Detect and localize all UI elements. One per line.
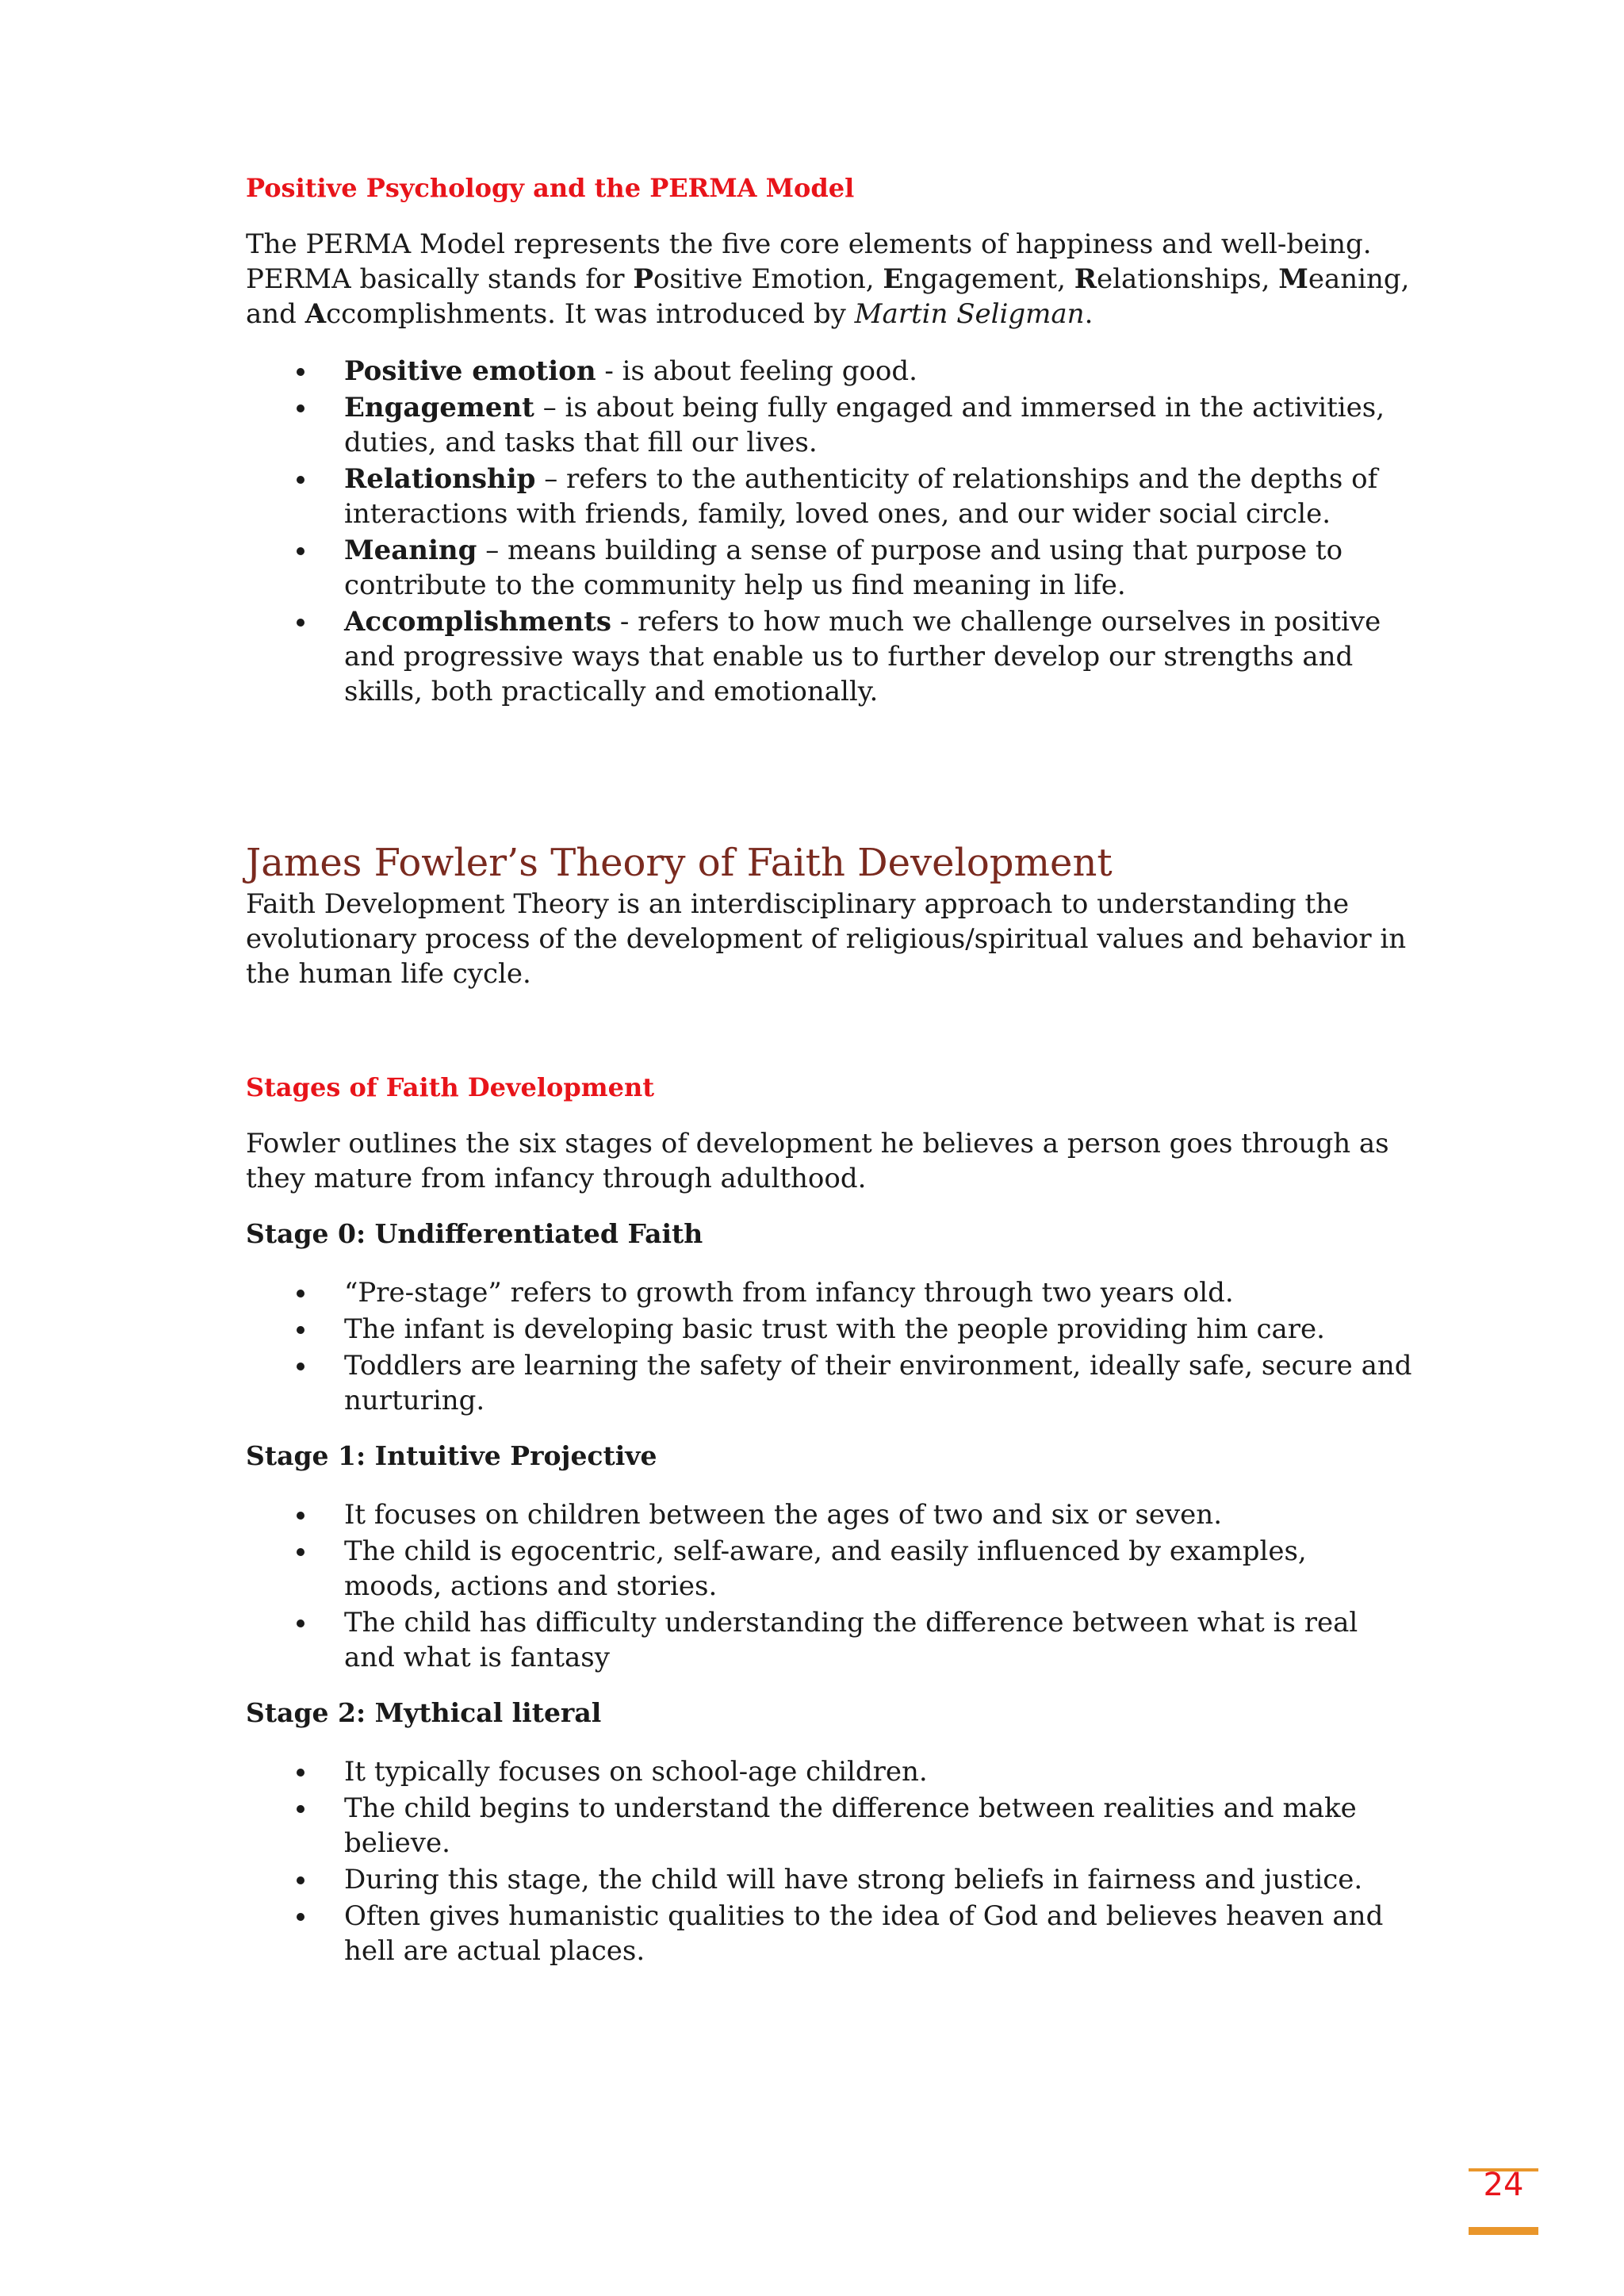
page-number: 24 (1483, 2167, 1524, 2203)
perma-intro (246, 227, 1410, 332)
bullet-icon (297, 1876, 304, 1884)
bullet-icon (297, 1326, 304, 1334)
bullet-icon (297, 1290, 304, 1297)
list-item: The child has difficulty understanding the difference between what is real and what is fantasy (246, 1605, 1388, 1675)
page-number-rule-bottom (1469, 2227, 1538, 2235)
stage-1-heading: Stage 1: Intuitive Projective (246, 1440, 657, 1471)
author-name: Martin Seligman (854, 298, 1085, 330)
list-item: Often gives humanistic qualities to the idea of God and believes heaven and hell are actual places. (246, 1899, 1388, 1968)
bullet-icon (297, 1913, 304, 1921)
stage-1-list (246, 1497, 1388, 1677)
stage-2-heading: Stage 2: Mythical literal (246, 1697, 602, 1728)
fowler-intro: Faith Development Theory is an interdisciplinary approach to understanding the evolutionary process of the development of religious/spiritual values and behavior in the human life cycle. (246, 888, 1407, 990)
list-item: The child begins to understand the difference between realities and make believe. (246, 1791, 1388, 1861)
perma-list (246, 354, 1388, 711)
stages-heading: Stages of Faith Development (246, 1072, 655, 1102)
perma-heading: Positive Psychology and the PERMA Model (246, 173, 855, 203)
bullet-icon (297, 1363, 304, 1370)
list-item: Positive emotion - is about feeling good. (246, 354, 1388, 389)
section-title: James Fowler’s Theory of Faith Development (246, 841, 1113, 885)
bullet-icon (297, 1805, 304, 1813)
bullet-icon (297, 1619, 304, 1627)
list-item: Toddlers are learning the safety of their environment, ideally safe, secure and nurturing. (246, 1348, 1388, 1418)
list-item: It typically focuses on school-age children. (246, 1754, 1388, 1789)
bullet-icon (297, 368, 304, 376)
list-item: Accomplishments - refers to how much we challenge ourselves in positive and progressive ways that enable us to further develop our strengths and skills, both practically and emotionally. (246, 604, 1388, 709)
stage-0-heading: Stage 0: Undifferentiated Faith (246, 1218, 703, 1249)
list-item: Meaning – means building a sense of purpose and using that purpose to contribute to the community help us find meaning in life. (246, 533, 1388, 603)
list-item: During this stage, the child will have strong beliefs in fairness and justice. (246, 1862, 1388, 1897)
stage-0-list (246, 1275, 1412, 1420)
list-item: The child is egocentric, self-aware, and easily influenced by examples, moods, actions and stories. (246, 1534, 1388, 1604)
bullet-icon (297, 1548, 304, 1556)
bullet-icon (297, 1512, 304, 1520)
bullet-icon (297, 1769, 304, 1777)
list-item: “Pre-stage” refers to growth from infancy through two years old. (246, 1275, 1388, 1310)
perma-intro-line-2: PERMA basically stands for Positive Emotion, Engagement, Relationships, Meaning, (246, 263, 1410, 295)
list-item: Engagement – is about being fully engaged and immersed in the activities, duties, and tasks that fill our lives. (246, 390, 1388, 460)
bullet-icon (297, 476, 304, 484)
perma-intro-line-3: and Accomplishments. It was introduced by Martin Seligman. (246, 298, 1094, 330)
bullet-icon (297, 404, 304, 412)
list-item: It focuses on children between the ages of two and six or seven. (246, 1497, 1388, 1532)
bullet-icon (297, 547, 304, 555)
bullet-icon (297, 619, 304, 627)
list-item: Relationship – refers to the authenticity of relationships and the depths of interactions with friends, family, loved ones, and our wider social circle. (246, 462, 1388, 531)
perma-intro-line-1: The PERMA Model represents the five core elements of happiness and well-being. (246, 228, 1372, 260)
stages-intro: Fowler outlines the six stages of development he believes a person goes through as they mature from infancy through adulthood. (246, 1128, 1389, 1194)
list-item: The infant is developing basic trust with the people providing him care. (246, 1312, 1388, 1347)
stage-2-list (246, 1754, 1388, 1970)
